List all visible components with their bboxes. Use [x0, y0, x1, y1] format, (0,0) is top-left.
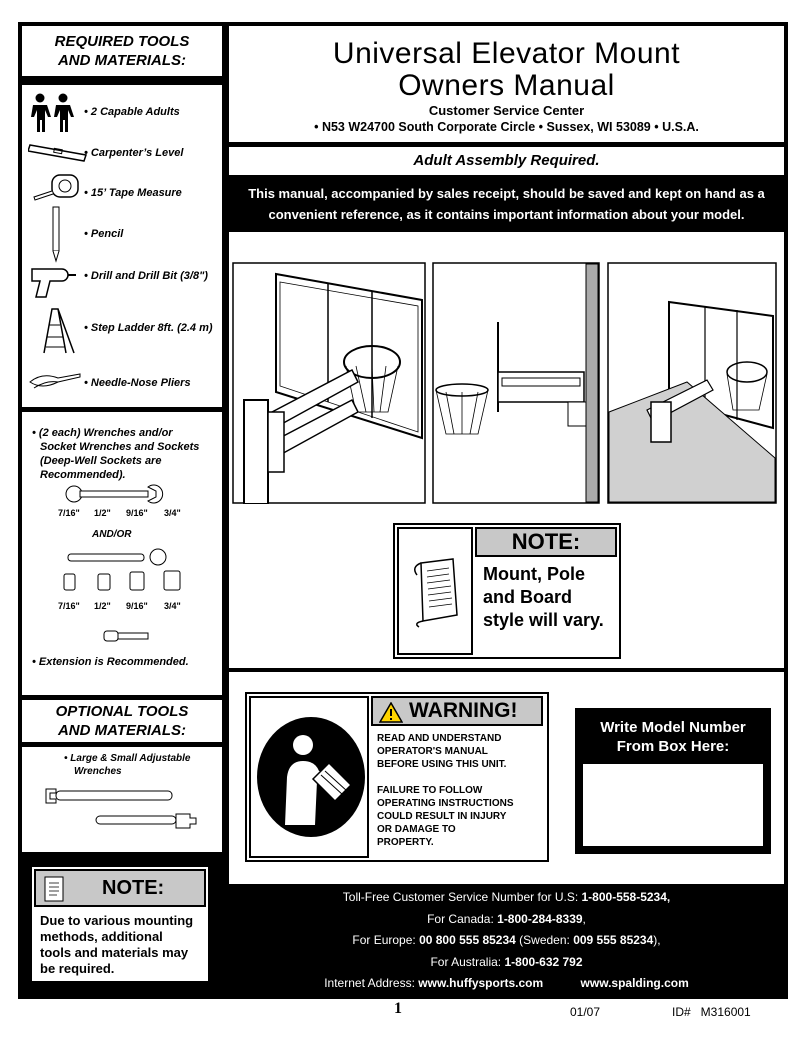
- contact-europe-label: For Europe:: [352, 933, 420, 947]
- combination-wrench-icon: [62, 484, 168, 504]
- ratchet-icon: [66, 548, 176, 566]
- wrenches-line3: (Deep-Well Sockets are: [40, 455, 162, 467]
- required-title-line2: AND MATERIALS:: [57, 52, 187, 69]
- footer-date: 01/07: [570, 1005, 601, 1019]
- document-icon: [409, 557, 461, 629]
- socket-size-2: 1/2": [94, 601, 111, 611]
- contact-web-label: Internet Address:: [324, 976, 419, 990]
- warning-pictogram-panel: [249, 696, 369, 858]
- contact-europe-number: 00 800 555 85234: [419, 933, 516, 947]
- warning-line6: OPERATING INSTRUCTIONS: [377, 798, 514, 809]
- tool-adults: • 2 Capable Adults: [84, 106, 180, 118]
- warning-spacer: [377, 771, 513, 784]
- title-line2: Owners Manual: [398, 69, 615, 102]
- contact-europe-tail: ),: [653, 933, 661, 947]
- ladder-icon: [36, 307, 80, 355]
- style-note-header: [475, 527, 617, 557]
- contact-canada-number: 1-800-284-8339: [497, 911, 583, 926]
- manual-icon: [42, 875, 66, 903]
- left-note-line1: Due to various mounting: [40, 913, 194, 928]
- title-line1: Universal Elevator Mount: [332, 37, 681, 70]
- adjustable-wrench-small-icon: [94, 810, 204, 832]
- mount-illustration-1: [232, 262, 426, 504]
- warning-title: WARNING!: [409, 699, 518, 722]
- read-manual-icon: [255, 715, 367, 839]
- mount-illustration-3: [607, 262, 777, 504]
- adults-icon: [28, 93, 76, 133]
- alert-triangle-icon: [379, 702, 403, 723]
- tool-level: • Carpenter’s Level: [84, 147, 184, 159]
- contacts: [229, 887, 784, 995]
- wrench-size-2: 1/2": [94, 508, 111, 518]
- style-note-line2: and Board: [483, 587, 573, 607]
- assembly-box: [229, 147, 784, 175]
- wrench-size-4: 3/4": [164, 508, 181, 518]
- contact-canada-label: For Canada:: [427, 911, 498, 926]
- contact-sweden-number: 009 555 85234: [573, 933, 654, 947]
- extension-text: • Extension is Recommended.: [32, 656, 189, 668]
- model-number-box: [575, 708, 771, 854]
- warning-text: [377, 732, 513, 849]
- contact-canada-tail: ,: [582, 911, 586, 926]
- illustration-box: [229, 232, 784, 668]
- contact-europe: [229, 930, 784, 952]
- adjustable-wrench-large-icon: [42, 783, 178, 807]
- contact-canada: [229, 909, 784, 931]
- level-icon: [28, 141, 88, 163]
- optional-item: [64, 752, 191, 778]
- contact-australia: [229, 952, 784, 974]
- title-box: [229, 26, 784, 142]
- address: • N53 W24700 South Corporate Circle • Sussex, WI 53089 • U.S.A.: [314, 120, 699, 134]
- left-note-line3: tools and materials may: [40, 945, 189, 960]
- footer-id: ID# M316001: [672, 1005, 751, 1019]
- left-note-header: [34, 869, 206, 907]
- website-spalding-link[interactable]: www.spalding.com: [580, 976, 689, 990]
- contact-us-number: 1-800-558-5234,: [581, 890, 671, 904]
- left-note-line2: methods, additional: [40, 929, 163, 944]
- wrenches-line4: Recommended).: [40, 469, 126, 481]
- customer-service-center: Customer Service Center: [428, 103, 585, 118]
- website-huffy-link[interactable]: www.huffysports.com: [418, 976, 544, 990]
- style-note-line1: Mount, Pole: [483, 564, 585, 584]
- style-note-line3: style will vary.: [483, 610, 604, 630]
- tool-tape: • 15’ Tape Measure: [84, 187, 182, 199]
- model-label-line2: From Box Here:: [616, 738, 730, 755]
- optional-items-box: [22, 747, 222, 852]
- left-note-line4: be required.: [40, 961, 115, 976]
- warning-line1: READ AND UNDERSTAND: [377, 733, 502, 744]
- page-number: 1: [394, 1000, 402, 1017]
- manual-notice-line2: convenient reference, as it contains important information about your model.: [268, 207, 745, 222]
- left-note-box: [30, 865, 210, 983]
- contact-australia-label: For Australia:: [430, 954, 505, 969]
- optional-title-box: [22, 700, 222, 742]
- and-or-label: AND/OR: [92, 529, 132, 540]
- required-title-line1: REQUIRED TOOLS: [54, 33, 190, 50]
- socket-size-4: 3/4": [164, 601, 181, 611]
- manual-notice-line1: This manual, accompanied by sales receipt, should be saved and kept on hand as a: [248, 186, 765, 201]
- tool-ladder: • Step Ladder 8ft. (2.4 m): [84, 322, 213, 334]
- style-note-box: [393, 523, 621, 659]
- manual-notice: [229, 183, 784, 225]
- style-note-icon-panel: [397, 527, 473, 655]
- warning-header: [371, 696, 543, 726]
- warning-line2: OPERATOR'S MANUAL: [377, 746, 488, 757]
- left-note-title: NOTE:: [102, 877, 165, 899]
- tools-list-box: [22, 85, 222, 407]
- socket-size-1: 7/16": [58, 601, 80, 611]
- tool-pliers: • Needle-Nose Pliers: [84, 377, 191, 389]
- warning-box: [245, 692, 549, 862]
- contact-web: [229, 973, 784, 995]
- contact-us: [229, 887, 784, 909]
- optional-title-line1: OPTIONAL TOOLS: [55, 703, 189, 720]
- warning-section: [229, 672, 784, 884]
- assembly-text: Adult Assembly Required.: [413, 152, 600, 169]
- tape-measure-icon: [32, 173, 82, 203]
- optional-item-line1: • Large & Small Adjustable: [64, 753, 191, 764]
- drill-icon: [28, 261, 78, 301]
- extension-icon: [102, 628, 152, 644]
- contact-europe-mid: (Sweden:: [515, 933, 574, 947]
- warning-line3: BEFORE USING THIS UNIT.: [377, 759, 507, 770]
- pliers-icon: [28, 368, 82, 394]
- wrench-size-3: 9/16": [126, 508, 148, 518]
- optional-item-line2: Wrenches: [74, 766, 122, 777]
- contact-us-label: Toll-Free Customer Service Number for U.S:: [342, 890, 582, 904]
- warning-line7: COULD RESULT IN INJURY: [377, 811, 507, 822]
- style-note-title: NOTE:: [511, 529, 581, 554]
- sockets-icon: [60, 570, 190, 592]
- left-note-text: [40, 913, 193, 977]
- model-number-field[interactable]: [583, 764, 763, 846]
- mount-illustration-2: [432, 262, 600, 504]
- style-note-text: [483, 563, 604, 632]
- pencil-icon: [50, 205, 62, 263]
- socket-size-3: 9/16": [126, 601, 148, 611]
- wrenches-text: [32, 426, 199, 482]
- warning-line8: OR DAMAGE TO: [377, 824, 456, 835]
- contact-australia-number: 1-800-632 792: [504, 954, 583, 969]
- tool-drill: • Drill and Drill Bit (3/8"): [84, 270, 208, 282]
- model-label-line1: Write Model Number: [600, 719, 746, 736]
- wrenches-line1: • (2 each) Wrenches and/or: [32, 427, 173, 439]
- wrenches-line2: Socket Wrenches and Sockets: [40, 441, 200, 453]
- optional-title-line2: AND MATERIALS:: [57, 722, 187, 739]
- wrench-size-1: 7/16": [58, 508, 80, 518]
- tool-pencil: • Pencil: [84, 228, 124, 240]
- wrenches-box: [22, 412, 222, 695]
- warning-line5: FAILURE TO FOLLOW: [377, 785, 483, 796]
- required-title-box: [22, 26, 222, 76]
- warning-line9: PROPERTY.: [377, 837, 434, 848]
- model-number-label: [575, 708, 771, 756]
